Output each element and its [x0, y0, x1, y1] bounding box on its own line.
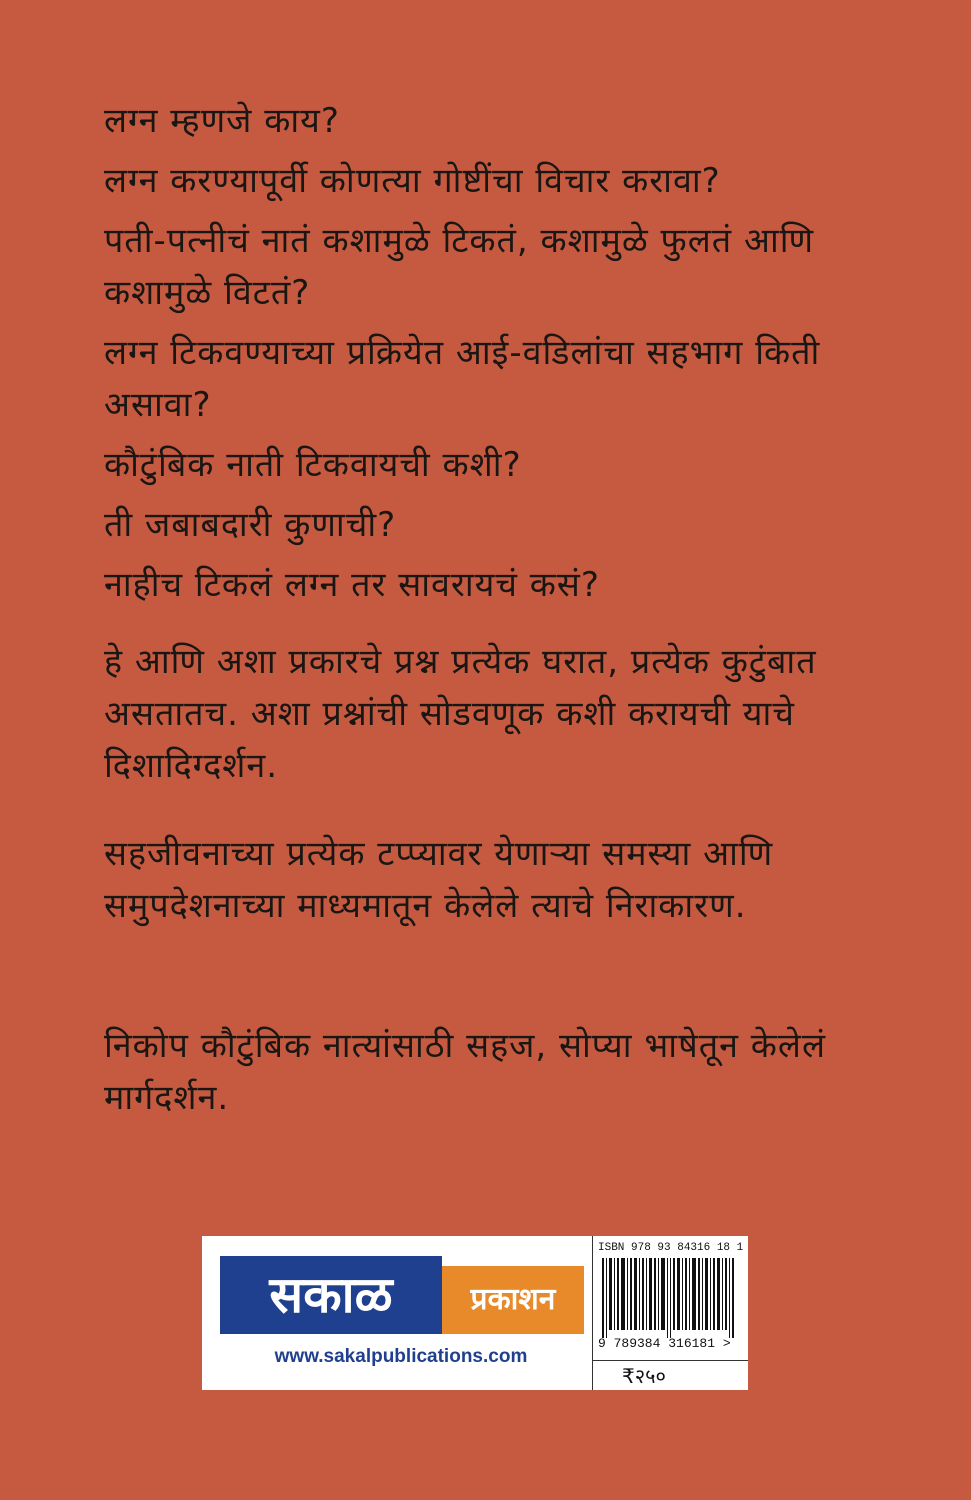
panel-divider	[592, 1236, 593, 1390]
paragraph-3: निकोप कौटुंबिक नात्यांसाठी सहज, सोप्या भाषेतून केलेलं मार्गदर्शन.	[104, 1026, 826, 1118]
question-1: लग्न म्हणजे काय?	[104, 101, 340, 141]
barcode-digits: 9 789384 316181 >	[598, 1336, 731, 1351]
barcode-icon	[600, 1258, 740, 1338]
question-6: ती जबाबदारी कुणाची?	[104, 505, 397, 545]
questions-list	[104, 95, 904, 619]
isbn-label: ISBN 978 93 84316 18 1	[598, 1242, 744, 1254]
publisher-logo	[212, 1246, 590, 1384]
question-2: लग्न करण्यापूर्वी कोणत्या गोष्टींचा विचार करावा?	[104, 161, 721, 201]
price-label: ₹२५०	[622, 1364, 666, 1388]
question-4: लग्न टिकवण्याच्या प्रक्रियेत आई-वडिलांचा सहभाग किती असावा?	[104, 333, 821, 425]
question-5: कौटुंबिक नाती टिकवायची कशी?	[104, 445, 522, 485]
paragraph-2: सहजीवनाच्या प्रत्येक टप्प्यावर येणाऱ्या समस्या आणि समुपदेशनाच्या माध्यमातून केलेले त्याचे निराकारण.	[104, 834, 774, 926]
price-divider	[592, 1360, 748, 1361]
logo-main-text: सकाळ	[220, 1256, 442, 1334]
question-3: पती-पत्नीचं नातं कशामुळे टिकतं, कशामुळे फुलतं आणि कशामुळे विटतं?	[104, 221, 815, 313]
paragraph-1: हे आणि अशा प्रकारचे प्रश्न प्रत्येक घरात, प्रत्येक कुटुंबात असतातच. अशा प्रश्नांची सोडवणूक कशी करायची याचे दिशादिग्दर्शन.	[104, 642, 817, 786]
publisher-panel	[202, 1236, 748, 1390]
logo-sub-text: प्रकाशन	[442, 1266, 584, 1334]
question-7: नाहीच टिकलं लग्न तर सावरायचं कसं?	[104, 565, 600, 605]
publisher-website[interactable]: www.sakalpublications.com	[274, 1346, 528, 1367]
